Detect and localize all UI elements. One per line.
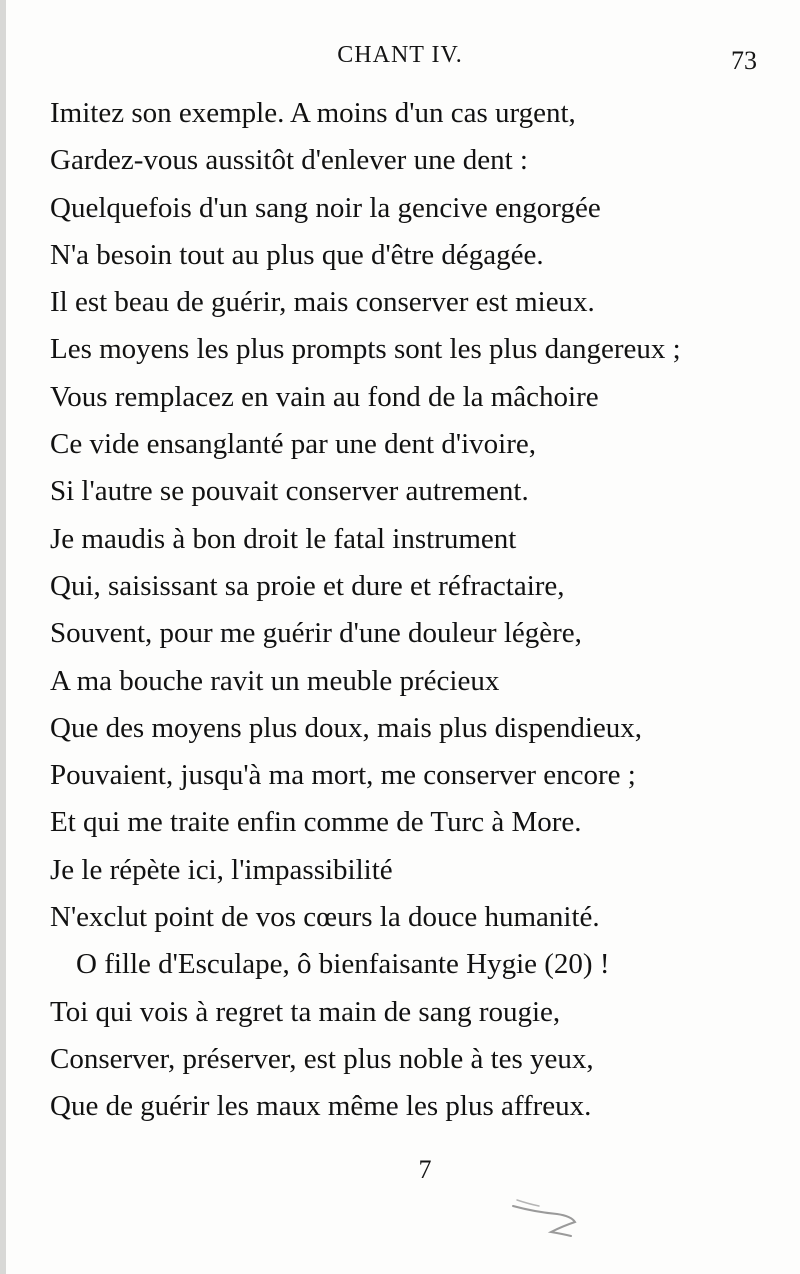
- verse-line-5: Il est beau de guérir, mais conserver est mieux.: [50, 286, 595, 319]
- verse-line-7: Vous remplacez en vain au fond de la mâchoire: [50, 380, 599, 413]
- poem-verses: [50, 90, 790, 1131]
- verse-line-18: N'exclut point de vos cœurs la douce humanité.: [50, 901, 600, 934]
- verse-line-12: Souvent, pour me guérir d'une douleur légère,: [50, 617, 582, 650]
- verse-line-16: Et qui me traite enfin comme de Turc à More.: [50, 806, 582, 839]
- verse-line-17: Je le répète ici, l'impassibilité: [50, 853, 393, 886]
- running-title: CHANT IV.: [337, 42, 463, 68]
- verse-line-15: Pouvaient, jusqu'à ma mort, me conserver encore ;: [50, 759, 636, 792]
- verse-line-2: Gardez-vous aussitôt d'enlever une dent :: [50, 144, 528, 177]
- verse-line-4: N'a besoin tout au plus que d'être dégagée.: [50, 238, 544, 271]
- verse-line-19: O fille d'Esculape, ô bienfaisante Hygie (20) !: [76, 948, 610, 981]
- verse-line-22: Que de guérir les maux même les plus affreux.: [50, 1090, 592, 1123]
- verse-line-21: Conserver, préserver, est plus noble à tes yeux,: [50, 1042, 594, 1075]
- signature-mark: 7: [418, 1155, 432, 1184]
- ink-flourish: [505, 1192, 585, 1242]
- verse-line-1: Imitez son exemple. A moins d'un cas urgent,: [50, 97, 576, 129]
- page-header: [0, 40, 800, 80]
- verse-line-20: Toi qui vois à regret ta main de sang rougie,: [50, 995, 561, 1028]
- page-number: 73: [731, 46, 757, 75]
- verse-line-6: Les moyens les plus prompts sont les plus dangereux ;: [50, 333, 681, 366]
- page-edge: [0, 0, 6, 1274]
- verse-line-3: Quelquefois d'un sang noir la gencive engorgée: [50, 191, 601, 224]
- verse-line-9: Si l'autre se pouvait conserver autrement.: [50, 475, 529, 508]
- verse-line-13: A ma bouche ravit un meuble précieux: [50, 664, 500, 697]
- verse-line-14: Que des moyens plus doux, mais plus dispendieux,: [50, 711, 643, 744]
- verse-line-11: Qui, saisissant sa proie et dure et réfractaire,: [50, 569, 565, 602]
- verse-line-10: Je maudis à bon droit le fatal instrument: [50, 522, 517, 555]
- verse-line-8: Ce vide ensanglanté par une dent d'ivoire,: [50, 428, 536, 461]
